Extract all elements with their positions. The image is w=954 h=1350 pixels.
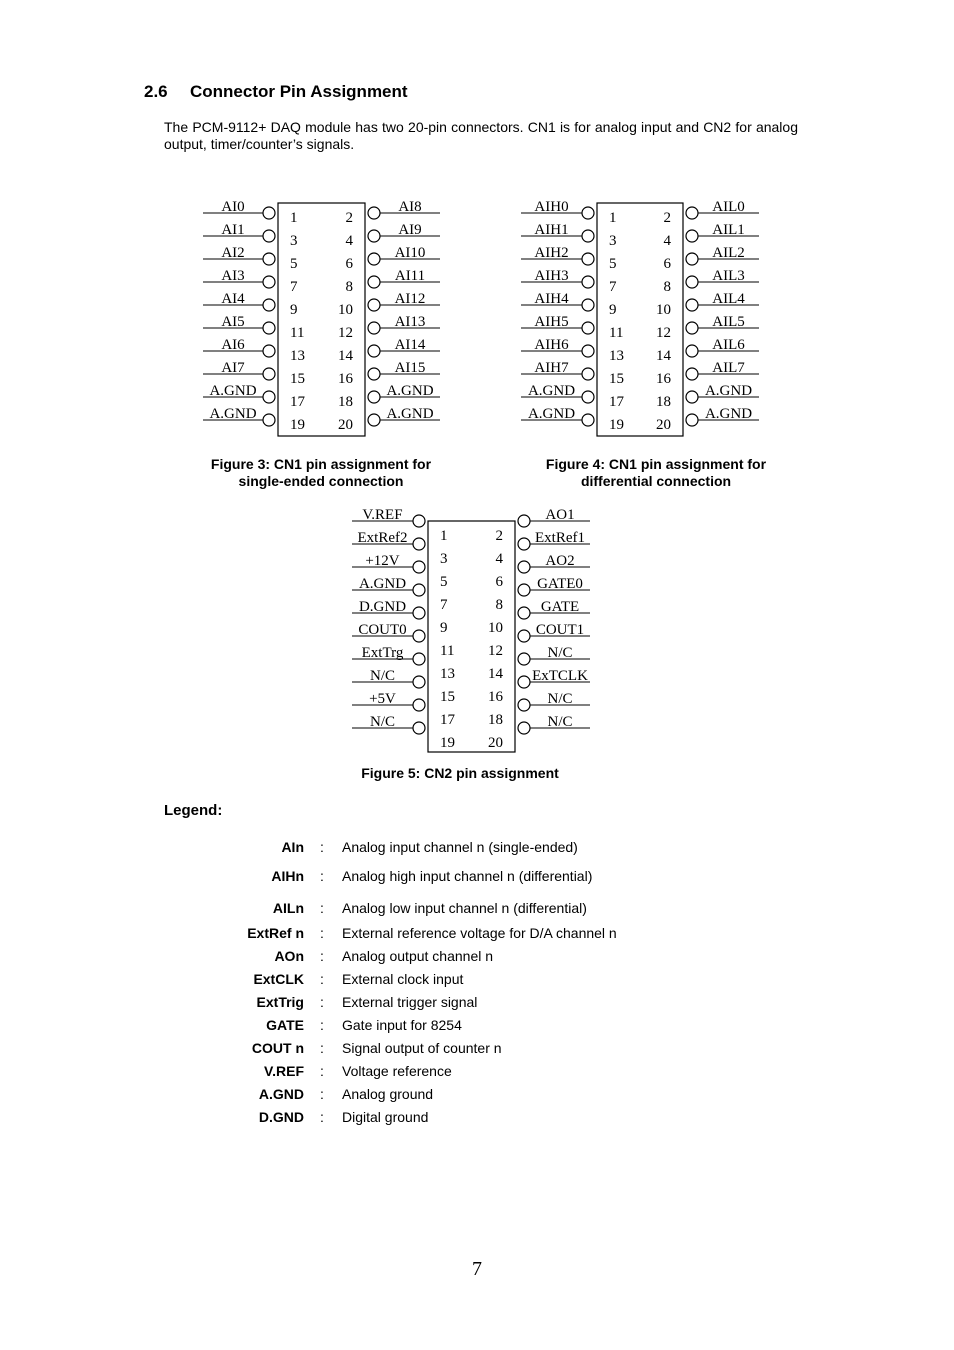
figure4-right-pin-circle (686, 230, 698, 242)
figure3-left-label: AI2 (221, 245, 245, 261)
figure5-pin-3: 3 (440, 551, 448, 567)
legend-term: COUT n (251, 1040, 304, 1056)
figure4-right-pin-circle (686, 207, 698, 219)
figure4-pin-12: 12 (656, 325, 671, 341)
figure5-left-pin-circle (413, 515, 425, 527)
figure3-pin-12: 12 (338, 325, 353, 341)
legend-separator: : (320, 1017, 324, 1033)
figure5-left-label: ExtTrg (361, 645, 404, 661)
legend-term: AOn (274, 948, 304, 964)
figure4-right-pin-circle (686, 299, 698, 311)
figure5-left-pin-circle (413, 676, 425, 688)
figure4-left-pin-circle (582, 414, 594, 426)
figure4-right-pin-circle (686, 391, 698, 403)
figure3-pin-2: 2 (345, 210, 353, 226)
figure5-left-pin-circle (413, 630, 425, 642)
figure4-caption (509, 456, 803, 490)
figure5-pin-20: 20 (488, 735, 503, 751)
figure4-left-label: AIH4 (534, 291, 569, 307)
figure4-pin-4: 4 (663, 233, 671, 249)
figure5-right-label: N/C (547, 714, 573, 730)
figure4-right-label: AIL5 (712, 314, 745, 330)
legend-item (0, 1017, 954, 1035)
figure4-pin-8: 8 (663, 279, 671, 295)
legend-description: Gate input for 8254 (342, 1017, 462, 1033)
legend-separator: : (320, 1040, 324, 1056)
figure5-right-label: ExTCLK (532, 668, 588, 684)
figure3-right-pin-circle (368, 322, 380, 334)
figure3-right-label: AI14 (394, 337, 426, 353)
legend-separator: : (320, 971, 324, 987)
figure4-left-label: AIH5 (534, 314, 569, 330)
legend-term: AIHn (271, 868, 304, 884)
figure4-right-pin-circle (686, 322, 698, 334)
figure5-right-pin-circle (518, 676, 530, 688)
figure5-right-label: AO2 (545, 553, 575, 569)
figure3-pin-4: 4 (345, 233, 353, 249)
figure5-right-label: GATE0 (537, 576, 583, 592)
figure3-pin-13: 13 (290, 348, 305, 364)
figure5-caption-line1: Figure 5: CN2 pin assignment (361, 765, 559, 781)
figure4-left-label: AIH3 (534, 268, 569, 284)
figure4-left-pin-circle (582, 322, 594, 334)
figure5-pin-8: 8 (495, 597, 503, 613)
figure5-left-pin-circle (413, 653, 425, 665)
figure3-right-pin-circle (368, 345, 380, 357)
figure4-pin-14: 14 (656, 348, 671, 364)
figure5-right-pin-circle (518, 607, 530, 619)
figure4-left-label: AIH6 (534, 337, 569, 353)
figure5-right-label: N/C (547, 645, 573, 661)
figure5-left-label: A.GND (358, 576, 407, 592)
figure5-right-pin-circle (518, 538, 530, 550)
legend-term: AILn (272, 900, 304, 916)
figure4-pin-5: 5 (609, 256, 617, 272)
figure5-pin-4: 4 (495, 551, 503, 567)
figure4-pin-9: 9 (609, 302, 617, 318)
legend-separator: : (320, 925, 324, 941)
figure3-right-label: AI10 (394, 245, 426, 261)
figure5-left-pin-circle (413, 561, 425, 573)
legend-item (0, 868, 954, 886)
figure3-caption-line2: single-ended connection (238, 473, 404, 489)
figure3-pin-20: 20 (338, 417, 353, 433)
figure3-right-label: AI15 (394, 360, 426, 376)
legend-item (0, 900, 954, 918)
figure5-left-pin-circle (413, 607, 425, 619)
figure5-pin-10: 10 (488, 620, 503, 636)
figure4-right-label: AIL0 (712, 199, 745, 215)
figure3-left-label: AI5 (221, 314, 245, 330)
figure5-pin-13: 13 (440, 666, 455, 682)
figure3-left-pin-circle (263, 391, 275, 403)
legend-description: External trigger signal (342, 994, 478, 1010)
figure4-left-pin-circle (582, 207, 594, 219)
figure4-pin-1: 1 (609, 210, 617, 226)
figure3-left-pin-circle (263, 345, 275, 357)
figure3-caption-line1: Figure 3: CN1 pin assignment for (210, 456, 432, 472)
figure5-right-pin-circle (518, 515, 530, 527)
figure5-pin-12: 12 (488, 643, 503, 659)
figure4-pin-6: 6 (663, 256, 671, 272)
figure5-left-label: V.REF (362, 507, 403, 523)
figure3-pin-6: 6 (345, 256, 353, 272)
legend-description: Analog high input channel n (differential) (342, 868, 593, 884)
figure4-left-label: AIH7 (534, 360, 569, 376)
legend-item (0, 1040, 954, 1058)
figure4-left-pin-circle (582, 253, 594, 265)
legend-description: Analog ground (342, 1086, 434, 1102)
figure3-right-label: AI8 (398, 199, 422, 215)
figure5-right-pin-circle (518, 722, 530, 734)
legend-term: ExtRef n (247, 925, 304, 941)
figure5-left-pin-circle (413, 538, 425, 550)
figure4-caption-line2: differential connection (580, 473, 732, 489)
figure5-pin-11: 11 (440, 643, 455, 659)
figure3-pin-14: 14 (338, 348, 353, 364)
figure5-right-label: COUT1 (535, 622, 585, 638)
legend-description: External clock input (342, 971, 464, 987)
figure3-left-label: AI3 (221, 268, 245, 284)
figure4-pin-11: 11 (609, 325, 624, 341)
legend-item (0, 948, 954, 966)
figure4-left-label: AIH1 (534, 222, 569, 238)
figure5-left-label: COUT0 (358, 622, 407, 638)
legend-term: ExtCLK (253, 971, 304, 987)
legend-item (0, 1109, 954, 1127)
figure4-right-label: AIL4 (712, 291, 745, 307)
figure5-pin-17: 17 (440, 712, 455, 728)
figure4-left-label: A.GND (527, 383, 576, 399)
figure3-pin-1: 1 (290, 210, 298, 226)
figure3-left-label: AI1 (221, 222, 245, 238)
figure4-pin-16: 16 (656, 371, 671, 387)
figure3-right-pin-circle (368, 391, 380, 403)
section-title: Connector Pin Assignment (190, 82, 408, 101)
figure3-left-pin-circle (263, 207, 275, 219)
figure5-right-pin-circle (518, 630, 530, 642)
figure4-pin-15: 15 (609, 371, 624, 387)
figure4-right-pin-circle (686, 414, 698, 426)
figure5-left-label: +12V (365, 553, 400, 569)
figure4-pin-10: 10 (656, 302, 671, 318)
figure5-left-label: N/C (369, 714, 396, 730)
figure3-pin-11: 11 (290, 325, 305, 341)
figure4-right-label: AIL6 (712, 337, 745, 353)
figure4-right-pin-circle (686, 345, 698, 357)
section-number: 2.6 (144, 82, 168, 101)
legend-separator: : (320, 900, 324, 916)
legend-description: Digital ground (342, 1109, 429, 1125)
figure3-pin-19: 19 (290, 417, 305, 433)
figure3-left-pin-circle (263, 276, 275, 288)
figure3-pin-5: 5 (290, 256, 298, 272)
figure5-right-label: N/C (547, 691, 573, 707)
figure3-right-pin-circle (368, 207, 380, 219)
figure3-right-label: A.GND (386, 406, 434, 422)
figure5-left-pin-circle (413, 699, 425, 711)
legend-description: Signal output of counter n (342, 1040, 502, 1056)
legend-item (0, 1086, 954, 1104)
figure3-pin-18: 18 (338, 394, 353, 410)
figure4-pin-13: 13 (609, 348, 624, 364)
figure4-right-label: AIL3 (712, 268, 745, 284)
figure3-right-pin-circle (368, 414, 380, 426)
figure4-left-label: A.GND (527, 406, 576, 422)
figure3-right-label: A.GND (386, 383, 434, 399)
figure3-left-pin-circle (263, 253, 275, 265)
figure5-left-label: N/C (369, 668, 396, 684)
legend-title: Legend: (164, 802, 223, 819)
figure3-left-pin-circle (263, 414, 275, 426)
figure4-left-pin-circle (582, 230, 594, 242)
legend-description: Analog input channel n (single-ended) (342, 839, 578, 855)
figure5-pin-2: 2 (495, 528, 503, 544)
figure5-left-pin-circle (413, 584, 425, 596)
figure3-right-pin-circle (368, 299, 380, 311)
legend-description: Analog output channel n (342, 948, 494, 964)
figure5-caption (330, 765, 590, 782)
figure5-pin-16: 16 (488, 689, 503, 705)
figure4-left-label: AIH0 (534, 199, 569, 215)
figure4-right-pin-circle (686, 368, 698, 380)
figure4-pin-18: 18 (656, 394, 671, 410)
figure5-left-label: +5V (369, 691, 396, 707)
figure3-pin-8: 8 (345, 279, 353, 295)
figure3-left-label: AI4 (221, 291, 245, 307)
figure4-pin-19: 19 (609, 417, 624, 433)
legend-separator: : (320, 868, 324, 884)
legend-term: GATE (266, 1017, 304, 1033)
figure4-pin-17: 17 (609, 394, 624, 410)
figure4-right-pin-circle (686, 276, 698, 288)
figure5-right-label: GATE (540, 599, 580, 615)
figure4-left-pin-circle (582, 299, 594, 311)
figure3-pin-3: 3 (290, 233, 298, 249)
page-number: 7 (472, 1258, 482, 1280)
legend-separator: : (320, 994, 324, 1010)
legend-description: External reference voltage for D/A channel n (342, 925, 617, 941)
figure3-left-pin-circle (263, 368, 275, 380)
figure4-pin-3: 3 (609, 233, 617, 249)
figure3-left-pin-circle (263, 299, 275, 311)
figure3-pin-7: 7 (290, 279, 298, 295)
figure5-pin-18: 18 (488, 712, 503, 728)
figure3-right-pin-circle (368, 368, 380, 380)
figure4-right-label: AIL1 (712, 222, 745, 238)
figure5-pin-1: 1 (440, 528, 448, 544)
figure4-right-pin-circle (686, 253, 698, 265)
legend-separator: : (320, 839, 324, 855)
figure3-right-label: AI12 (394, 291, 426, 307)
legend-separator: : (320, 1109, 324, 1125)
figure4-left-pin-circle (582, 391, 594, 403)
figure3-left-pin-circle (263, 322, 275, 334)
legend-term: AIn (281, 839, 304, 855)
figure3-pin-10: 10 (338, 302, 353, 318)
legend-term: ExtTrig (256, 994, 304, 1010)
figure3-pin-16: 16 (338, 371, 353, 387)
figure5-right-pin-circle (518, 699, 530, 711)
legend-description: Voltage reference (342, 1063, 452, 1079)
figure3-caption (190, 456, 452, 490)
figure5-pin-7: 7 (440, 597, 448, 613)
figure5-right-pin-circle (518, 653, 530, 665)
figure3-right-pin-circle (368, 230, 380, 242)
figure5-right-label: AO1 (545, 507, 575, 523)
legend-item (0, 971, 954, 989)
figure5-pin-14: 14 (488, 666, 503, 682)
figure3-left-label: A.GND (209, 383, 257, 399)
figure4-left-pin-circle (582, 368, 594, 380)
figure3-right-pin-circle (368, 276, 380, 288)
figure3-pin-9: 9 (290, 302, 298, 318)
intro-paragraph: The PCM-9112+ DAQ module has two 20-pin connectors. CN1 is for analog input and CN2 for analog output, timer/counter’s signals. (164, 119, 798, 152)
figure3-right-label: AI11 (394, 268, 426, 284)
legend-separator: : (320, 1086, 324, 1102)
legend-item (0, 839, 954, 857)
figure5-right-pin-circle (518, 561, 530, 573)
figure4-pin-20: 20 (656, 417, 671, 433)
figure5-left-label: D.GND (358, 599, 407, 615)
figure4-pin-2: 2 (663, 210, 671, 226)
figure4-right-label: A.GND (704, 383, 753, 399)
figure4-right-label: AIL2 (712, 245, 745, 261)
figure4-left-label: AIH2 (534, 245, 569, 261)
legend-separator: : (320, 948, 324, 964)
figure5-pin-9: 9 (440, 620, 448, 636)
legend-description: Analog low input channel n (differential) (342, 900, 587, 916)
figure5-pin-15: 15 (440, 689, 455, 705)
figure4-caption-line1: Figure 4: CN1 pin assignment for (545, 456, 767, 472)
figure4-right-label: AIL7 (712, 360, 745, 376)
legend-item (0, 925, 954, 943)
figure3-pin-17: 17 (290, 394, 305, 410)
figure4-pin-7: 7 (609, 279, 617, 295)
figure3-right-label: AI9 (398, 222, 422, 238)
figure5-left-label: ExtRef2 (357, 530, 408, 546)
figure5-pin-6: 6 (495, 574, 503, 590)
figure5-pin-19: 19 (440, 735, 455, 751)
legend-term: D.GND (258, 1109, 304, 1125)
figure5-pin-5: 5 (440, 574, 448, 590)
figure3-pin-15: 15 (290, 371, 305, 387)
legend-item (0, 994, 954, 1012)
figure3-left-label: AI6 (221, 337, 245, 353)
figure3-left-label: A.GND (209, 406, 257, 422)
figure5-right-label: ExtRef1 (535, 530, 585, 546)
figure3-right-label: AI13 (394, 314, 426, 330)
figure3-left-label: AI0 (221, 199, 245, 215)
legend-term: V.REF (264, 1063, 304, 1079)
figure4-left-pin-circle (582, 345, 594, 357)
figure5-left-pin-circle (413, 722, 425, 734)
figure4-right-label: A.GND (704, 406, 753, 422)
figure5-right-pin-circle (518, 584, 530, 596)
legend-separator: : (320, 1063, 324, 1079)
figure3-left-pin-circle (263, 230, 275, 242)
figure3-right-pin-circle (368, 253, 380, 265)
legend-term: A.GND (258, 1086, 304, 1102)
figure3-left-label: AI7 (221, 360, 245, 376)
figure4-left-pin-circle (582, 276, 594, 288)
legend-item (0, 1063, 954, 1081)
